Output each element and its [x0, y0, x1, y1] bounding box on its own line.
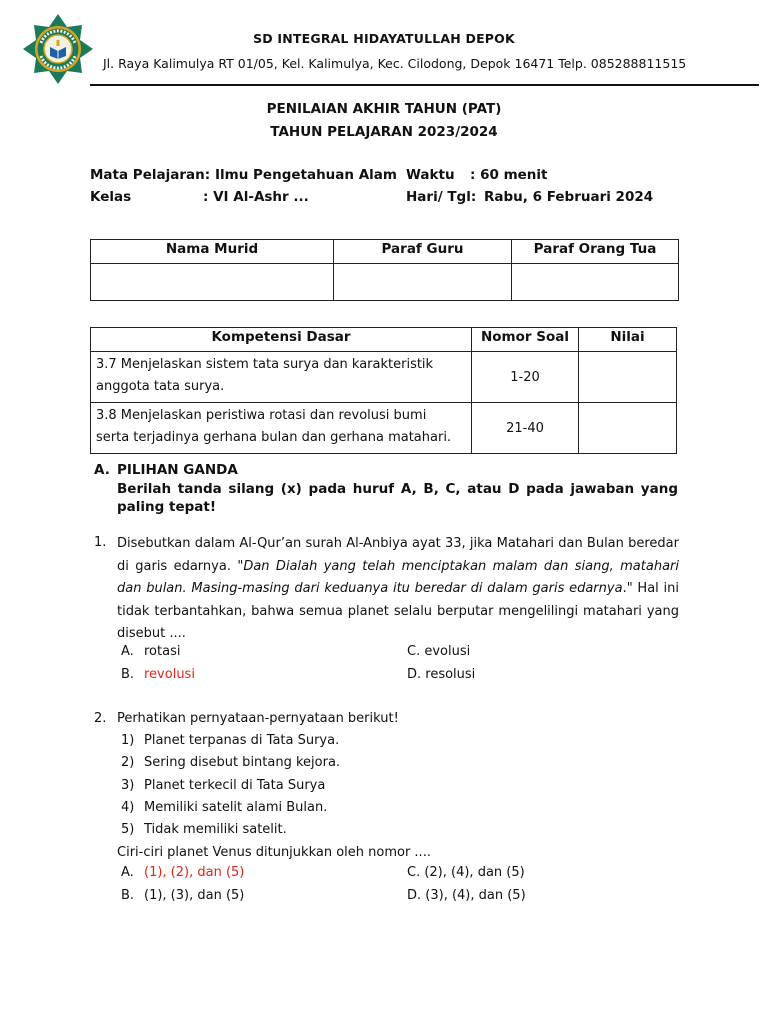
question-intro: Disebutkan dalam Al-Qur’an surah Al-Anbiya ayat 33, jika Matahari dan Bulan beredar di garis edarnya. — [117, 536, 679, 574]
option-b[interactable]: (1), (3), dan (5) — [144, 888, 245, 903]
time-label: Waktu — [406, 167, 455, 183]
option-c[interactable]: C. evolusi — [407, 644, 471, 659]
header-divider — [90, 84, 759, 86]
signature-table — [90, 239, 679, 301]
date-label: Hari/ Tgl: — [406, 189, 477, 205]
exam-year: TAHUN PELAJARAN 2023/2024 — [270, 124, 498, 140]
header-competency: Kompetensi Dasar — [91, 328, 472, 352]
header-parent-sign: Paraf Orang Tua — [512, 240, 679, 264]
competency-cell — [91, 352, 472, 403]
question-text: Ciri-ciri planet Venus ditunjukkan oleh nomor .... — [117, 845, 431, 860]
header-question-number: Nomor Soal — [472, 328, 579, 352]
statement-text: Sering disebut bintang kejora. — [144, 755, 341, 770]
option-letter-a: A. — [121, 865, 134, 880]
question-range: 21-40 — [472, 403, 579, 454]
competency-cell — [91, 403, 472, 454]
class-value: : VI Al-Ashr ... — [203, 189, 309, 205]
quote-open: " — [237, 558, 244, 574]
teacher-sign-field[interactable] — [334, 264, 512, 301]
option-letter-b: B. — [121, 888, 135, 903]
option-b-answer[interactable]: revolusi — [144, 667, 195, 682]
subject-value: Ilmu Pengetahuan Alam — [215, 167, 397, 183]
option-a-answer[interactable]: (1), (2), dan (5) — [144, 865, 245, 880]
header-student-name: Nama Murid — [91, 240, 334, 264]
statement-number: 5) — [121, 822, 135, 837]
section-letter: A. — [94, 462, 110, 478]
statement-number: 3) — [121, 778, 135, 793]
parent-sign-field[interactable] — [512, 264, 679, 301]
score-field[interactable] — [579, 352, 677, 403]
option-a[interactable]: rotasi — [144, 644, 181, 659]
table-row — [91, 403, 677, 454]
subject-label: Mata Pelajaran: — [90, 167, 211, 183]
option-letter-b: B. — [121, 667, 135, 682]
question-number: 1. — [94, 535, 107, 550]
competency-text-line: 3.8 Menjelaskan peristiwa rotasi dan revolusi bumi — [96, 408, 427, 423]
header-teacher-sign: Paraf Guru — [334, 240, 512, 264]
competency-text-line: 3.7 Menjelaskan sistem tata surya dan karakteristik — [96, 357, 434, 372]
exam-title: PENILAIAN AKHIR TAHUN (PAT) — [266, 101, 502, 117]
statement-text: Planet terkecil di Tata Surya — [144, 778, 326, 793]
statement-text: Planet terpanas di Tata Surya. — [144, 733, 340, 748]
statement-text: Memiliki satelit alami Bulan. — [144, 800, 328, 815]
school-address: Jl. Raya Kalimulya RT 01/05, Kel. Kalimulya, Kec. Cilodong, Depok 16471 Telp. 085288811515 — [103, 56, 687, 71]
class-label: Kelas — [90, 189, 132, 205]
statement-text: Tidak memiliki satelit. — [144, 822, 287, 837]
section-instruction: Berilah tanda silang (x) pada huruf A, B, C, atau D pada jawaban yang paling tepat! — [117, 481, 678, 515]
question-text — [117, 533, 679, 646]
table-row — [91, 352, 677, 403]
question-prompt: Perhatikan pernyataan-pernyataan berikut! — [117, 711, 399, 726]
statement-number: 4) — [121, 800, 135, 815]
competency-table — [90, 327, 677, 454]
statement-number: 1) — [121, 733, 135, 748]
section-title: PILIHAN GANDA — [117, 462, 238, 478]
question-continuation: ." Hal ini tidak terbantahkan, bahwa semua planet selalu berputar mengelilingi matahari yang disebut .... — [117, 581, 679, 641]
option-c[interactable]: C. (2), (4), dan (5) — [407, 865, 525, 880]
competency-text-line: anggota tata surya. — [96, 379, 225, 394]
question-range: 1-20 — [472, 352, 579, 403]
competency-text-line: serta terjadinya gerhana bulan dan gerhana matahari. — [96, 430, 452, 445]
header-score: Nilai — [579, 328, 677, 352]
quran-quote: Dan Dialah yang telah menciptakan malam dan siang, matahari dan bulan. Masing-masing dari keduanya itu beredar di dalam garis edarnya — [117, 558, 679, 596]
statement-number: 2) — [121, 755, 135, 770]
time-value: : 60 menit — [470, 167, 548, 183]
score-field[interactable] — [579, 403, 677, 454]
question-number: 2. — [94, 711, 107, 726]
option-d[interactable]: D. resolusi — [407, 667, 476, 682]
option-d[interactable]: D. (3), (4), dan (5) — [407, 888, 526, 903]
date-value: Rabu, 6 Februari 2024 — [484, 189, 654, 205]
student-name-field[interactable] — [91, 264, 334, 301]
school-emblem-icon — [22, 13, 94, 85]
school-name: SD INTEGRAL HIDAYATULLAH DEPOK — [253, 31, 515, 46]
option-letter-a: A. — [121, 644, 134, 659]
